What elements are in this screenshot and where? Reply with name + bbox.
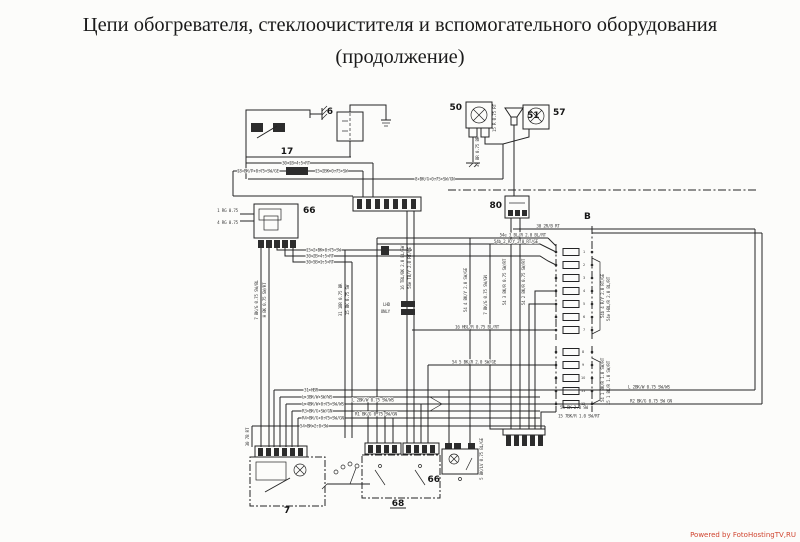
wire-label-31hbr: 31 HBR [304, 387, 318, 393]
component-51-label: 51 [527, 111, 540, 121]
wire-label-r3bkg: R3 BK/G SW/GN [302, 408, 333, 414]
fuse-5 [555, 301, 594, 308]
fuse-6 [555, 314, 594, 321]
fuse-1 [555, 249, 594, 256]
upper-wires [233, 157, 503, 197]
fuse-10 [555, 375, 594, 382]
wire-label-66l2: 4 RG 0.75 [217, 220, 238, 225]
wire-label-66l1: 1 RG 0.75 [217, 208, 238, 213]
fuse-2 [555, 262, 594, 269]
wire-label-15bk: 15 BK 0.75 SW [345, 284, 350, 316]
wire-label-30-7b: 30 7B RT [245, 427, 250, 447]
svg-text:10: 10 [581, 376, 586, 380]
note-lhd-2: ONLY [380, 309, 390, 314]
component-50-lamp [449, 102, 503, 179]
component-66b-label: 66 [427, 475, 440, 485]
wire-label-7e: 7 BK/G 0.75 SW/BL [254, 280, 259, 320]
wire-label-hbk: H BK 0.75 SW/RT [262, 282, 267, 318]
component-68-label: 68 [391, 499, 405, 509]
svg-text:9: 9 [582, 363, 585, 367]
component-66-relay [217, 204, 315, 248]
wire-label-54e-tb: 54e TB/Y 2.0 RT/GE [407, 247, 412, 289]
svg-text:11: 11 [581, 389, 586, 393]
component-66b-lamp [427, 437, 484, 485]
wire-label-54-3: 54 3 BK/R 0.75 SW/RT [502, 258, 507, 306]
wire-label-54low1: 54 1 BK/R 1.0 SW/RT [600, 357, 605, 403]
lhd-wires [381, 211, 415, 443]
wire-label-7bkg: 7 BK/G 0.75 SW/GN [483, 275, 488, 315]
wire-label-15-7bk: 15 7BK/R 1.0 SW/RT [558, 413, 600, 419]
fuse-11 [555, 388, 594, 395]
bus-b-label: B [584, 212, 591, 222]
wire-label-15-2bk-b: 15 2 BK 0.75 SW [306, 247, 341, 253]
fuse-3 [555, 275, 594, 282]
wire-label-54b2: 54b 2 R/Y 2.0 RT/GE [493, 239, 538, 244]
svg-text:12: 12 [581, 402, 586, 406]
component-7-switch [250, 446, 325, 516]
fuse-4 [555, 288, 594, 295]
wire-label-16tbl: 16 TBL/BK 2.0 BL/SW [400, 245, 405, 291]
wire-label-l2bkw-mid: L 2BK/W 0.75 SW/WS [352, 397, 394, 403]
wire-label-r1bkg: R1 BK/G 0.75 SW/GN [355, 411, 397, 417]
component-80-relay [489, 196, 529, 429]
instrument-connector [353, 197, 421, 211]
component-7-label: 7 [283, 506, 291, 516]
wire-label-54-2: 54 2 BK/R 0.75 SW/RT [521, 258, 526, 306]
wire-label-54e3: 54e 3 BL/R 2.0 BL/RT [499, 232, 546, 238]
wire-label-54e-h: 54e HBL/R 2.0 BL/RT [606, 276, 611, 322]
wire-label-15-2bk-a: 15 2BK 0.75 SW [315, 168, 348, 174]
wire-label-54bk: 54 BK 2.0 SW [300, 423, 328, 429]
title-line-1: Цепи обогревателя, стеклоочистителя и вспомогательного оборудования [82, 14, 718, 36]
wire-label-54b4: 54b 4 R/Y 2.0 RT/GE [600, 273, 605, 319]
component-66a-label: 66 [303, 206, 316, 216]
hosting-watermark: Powered by FotoHostingTV,RU [690, 531, 796, 539]
wire-label-54-5bk: 54 5 BK/R 2.0 SW/GE [452, 359, 497, 365]
wire-label-r2bkg: R2 BK/G 0.75 SW GN [630, 398, 672, 404]
component-57-label: 57 [553, 108, 566, 118]
wire-label-31br: 31 BR 0.75 BR [475, 136, 480, 168]
wire-label-30-2r: 30 2R/B RT [536, 223, 560, 229]
wire-label-30-1b: 30 1B 4.5 RT [282, 160, 310, 166]
wire-label-54bk-low: 54 BK 2.0 SW [560, 405, 588, 410]
svg-text:8: 8 [582, 350, 585, 354]
svg-text:7: 7 [583, 328, 586, 332]
wire-label-l2bkw-r: L 2BK/W 0.75 SW/WS [628, 384, 670, 390]
rotary-selector [322, 462, 370, 489]
wire-label-30-5b: 30 5B 1.5 RT [306, 259, 334, 265]
wire-label-18bkp: 18 BK/P 0.75 SW/GE [237, 168, 279, 174]
svg-text:5: 5 [583, 302, 586, 306]
component-17-label: 17 [280, 147, 294, 157]
svg-text:2: 2 [583, 263, 586, 267]
component-51-horn [505, 108, 540, 196]
component-6 [327, 105, 391, 157]
fuse-7 [555, 327, 594, 334]
wire-label-15low: 15 1 BK/R 1.0 SW/RT [606, 360, 611, 406]
svg-text:3: 3 [583, 276, 586, 280]
fuse-8 [555, 349, 594, 356]
fuse-9 [555, 362, 594, 369]
wire-label-r4bkg: R4 BK/G 0.75 SW/GN [302, 415, 344, 421]
wire-label-5bklv: 5 BK/LV 0.75 BL/GE [479, 438, 484, 480]
wire-label-54-4bk: 54 4 BK/Y 2.0 SW/GE [463, 267, 468, 313]
wire-label-16hbl: 16 HBL/R 0.75 BL/RT [455, 324, 500, 330]
bottom-connector [503, 429, 545, 446]
wire-label-15r: 15 R 0.75 RT [492, 104, 497, 132]
component-80-label: 80 [489, 201, 502, 211]
wire-label-l4bkw: L 4BK/W 0.75 SW/WS [302, 401, 344, 407]
svg-text:4: 4 [583, 289, 586, 293]
wire-label-l3bkw: L 3BK/W SW/WS [302, 394, 333, 400]
svg-text:1: 1 [583, 250, 586, 254]
component-6-label: 6 [326, 107, 333, 117]
wire-label-31br2: 31 1BR 0.75 BR [338, 283, 343, 317]
svg-text:6: 6 [583, 315, 586, 319]
note-lhd-1: LHD [383, 302, 390, 307]
wire-label-8bkg: 8 BK/G 0.75 SW/GN [415, 176, 455, 182]
wire-label-30-2b: 30 2B 4.5 RT [306, 253, 334, 259]
title-line-2: (продолжение) [335, 45, 465, 68]
component-50-label: 50 [449, 103, 462, 113]
